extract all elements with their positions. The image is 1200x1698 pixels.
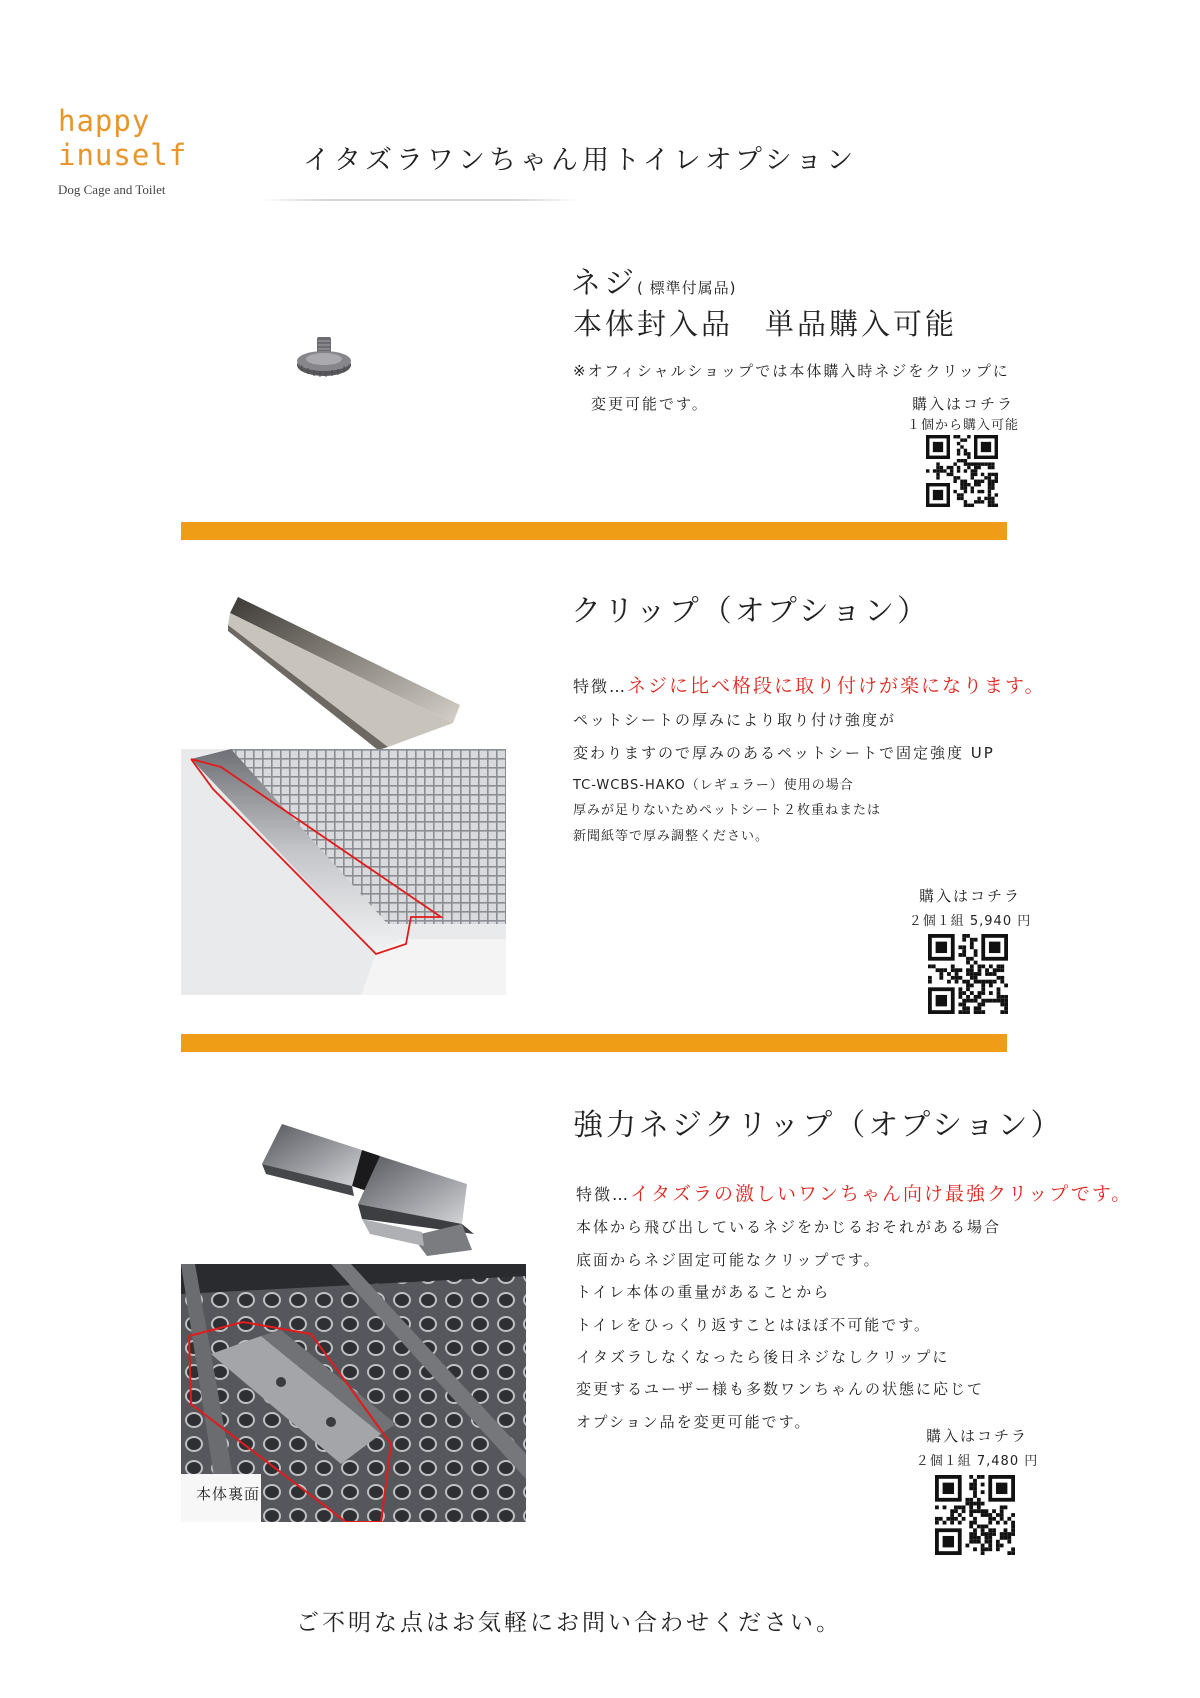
- page-title: イタズラワンちゃん用トイレオプション: [303, 145, 858, 176]
- section-divider-2: [181, 1034, 1007, 1052]
- screw-buy-title: 購入はコチラ: [911, 395, 1014, 413]
- strong-clip-qr-code[interactable]: [935, 1475, 1015, 1555]
- strong-clip-feature-label: 特徴…: [576, 1185, 631, 1204]
- clip-installed-photo: [181, 749, 506, 995]
- logo-line-1: happy: [58, 104, 151, 138]
- clip-buy-block: [900, 885, 1040, 929]
- screw-title: [571, 258, 736, 302]
- screw-qr-code[interactable]: [926, 435, 998, 507]
- header-rule: [260, 199, 580, 201]
- contact-footer: ご不明な点はお気軽にお問い合わせください。: [296, 1610, 842, 1636]
- clip-small-line-1: TC-WCBS-HAKO（レギュラー）使用の場合: [573, 778, 854, 793]
- strong-clip-feature: [576, 1179, 1132, 1206]
- strong-clip-image: [262, 1124, 474, 1259]
- clip-product-photo: [228, 595, 463, 750]
- section-divider-1: [181, 522, 1007, 540]
- clip-small-line-2: 厚みが足りないためペットシート２枚重ねまたは: [573, 803, 882, 818]
- clip-on-grid-image: [181, 749, 506, 995]
- logo-line-2: inuself: [58, 138, 188, 172]
- strong-clip-buy-note: ２個１組 7,480 円: [915, 1454, 1039, 1469]
- strong-clip-body-line-4: トイレをひっくり返すことはほぼ不可能です。: [576, 1316, 932, 1334]
- strong-clip-body-line-5: イタズラしなくなったら後日ネジなしクリップに: [576, 1348, 950, 1366]
- strong-clip-product-photo: [262, 1124, 474, 1259]
- strong-clip-feature-highlight: イタズラの激しいワンちゃん向け最強クリップです。: [630, 1183, 1133, 1205]
- screw-subtitle: 本体封入品 単品購入可能: [573, 307, 958, 341]
- clip-image: [228, 595, 463, 750]
- strong-clip-buy-block: [907, 1425, 1047, 1469]
- strong-clip-body-line-7: オプション品を変更可能です。: [576, 1413, 812, 1431]
- screw-title-text: ネジ: [571, 266, 637, 301]
- clip-body-line-2: 変わりますので厚みのあるペットシートで固定強度 UP: [573, 744, 995, 762]
- strong-clip-body-line-3: トイレ本体の重量があることから: [576, 1283, 831, 1301]
- clip-feature: [573, 671, 1046, 698]
- strong-clip-installed-photo: [181, 1264, 526, 1522]
- clip-qr-code[interactable]: [928, 934, 1008, 1014]
- screw-note-line-1: ※オフィシャルショップでは本体購入時ネジをクリップに: [573, 362, 1010, 380]
- clip-feature-highlight: ネジに比べ格段に取り付けが楽になります。: [627, 675, 1046, 697]
- strong-clip-buy-title: 購入はコチラ: [925, 1427, 1028, 1445]
- strong-clip-body-line-2: 底面からネジ固定可能なクリップです。: [576, 1251, 881, 1269]
- logo-tagline: Dog Cage and Toilet: [58, 182, 166, 197]
- brand-logo: [58, 104, 187, 198]
- strong-clip-body-line-1: 本体から飛び出しているネジをかじるおそれがある場合: [576, 1218, 1002, 1236]
- clip-small-line-3: 新聞紙等で厚み調整ください。: [573, 829, 770, 844]
- screw-buy-note: １個から購入可能: [906, 418, 1019, 433]
- thumb-screw-image: [296, 335, 356, 381]
- strong-clip-title: 強力ネジクリップ（オプション）: [573, 1108, 1064, 1143]
- screw-note-line-2: 変更可能です。: [591, 395, 709, 413]
- screw-photo: [296, 335, 356, 381]
- clip-buy-title: 購入はコチラ: [918, 887, 1021, 905]
- strong-clip-body-line-6: 変更するユーザー様も多数ワンちゃんの状態に応じて: [576, 1380, 985, 1398]
- clip-body-line-1: ペットシートの厚みにより取り付け強度が: [573, 711, 897, 729]
- screw-title-note: ( 標準付属品): [637, 279, 737, 297]
- photo-caption: 本体裏面: [196, 1485, 261, 1503]
- clip-feature-label: 特徴…: [573, 677, 628, 696]
- clip-buy-note: ２個１組 5,940 円: [908, 914, 1032, 929]
- clip-title: クリップ（オプション）: [571, 594, 931, 629]
- screw-buy-block: [893, 393, 1033, 433]
